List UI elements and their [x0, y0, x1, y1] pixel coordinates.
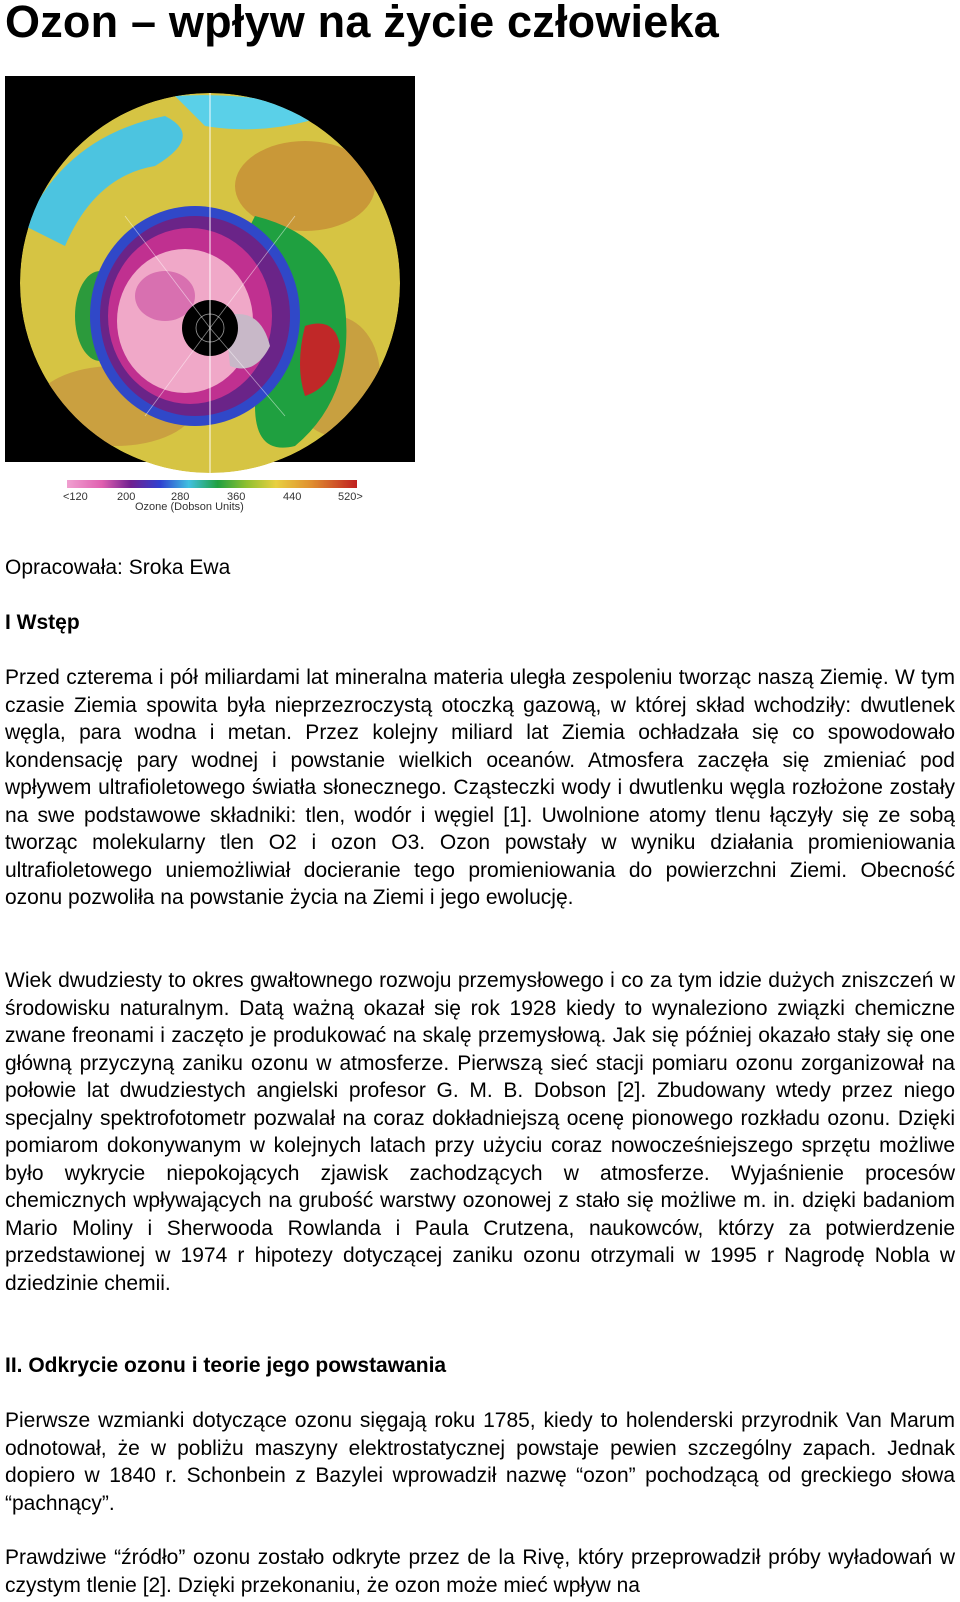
legend-tick-label: <120 [63, 491, 88, 503]
legend-caption: Ozone (Dobson Units) [135, 501, 244, 513]
author-line: Opracowała: Sroka Ewa [5, 556, 231, 579]
paragraph-twentieth-century: Wiek dwudziesty to okres gwałtownego rozwoju przemysłowego i co za tym idzie dużych zniszczeń w środowisku naturalnym. Datą ważną okazał się rok 1928 kiedy to wynaleziono związki chemiczne zwane freonami i zaczęto je produkować na skalę przemysłową. Jak się później okazało stały się one główną przyczyną zaniku ozonu w atmosferze. Pierwszą sieć stacji pomiaru ozonu zorganizował na połowie lat dwudziestych angielski profesor G. M. B. Dobson [2]. Zbudowany wtedy przez niego specjalny spektrofotometr pozwalał na coraz dokładniejszą ocenę pionowego rozkładu ozonu. Dzięki pomiarom dokonywanym w kolejnych latach przy użyciu coraz nowocześniejszego sprzętu możliwe było wykrycie niepokojących zjawisk zachodzących w atmosferze. Wyjaśnienie procesów chemicznych wpływających na grubość warstwy ozonowej z stało się możliwe m. in. dzięki badaniom Mario Moliny i Sherwooda Rowlanda i Paula Crutzena, naukowców, którzy za potwierdzenie przedstawionej w 1974 r hipotezy dotyczącej zaniku ozonu otrzymali w 1995 r Nagrodę Nobla w dziedzinie chemii. [5, 969, 955, 1295]
legend-tick-label: 520> [338, 491, 363, 503]
legend-tick-label: 440 [283, 491, 302, 503]
section-heading-discovery: II. Odkrycie ozonu i teorie jego powstawania [5, 1354, 447, 1377]
page-title: Ozon – wpływ na życie człowieka [5, 0, 719, 47]
paragraph-true-source: Prawdziwe “źródło” ozonu zostało odkryte przez de la Rivę, który przeprowadził próby wyładowań w czystym tlenie [2]. Dzięki przekonaniu, że ozon może mieć wpływ na [5, 1546, 955, 1597]
section-heading-intro: I Wstęp [5, 611, 80, 634]
legend-color-bar [67, 480, 357, 488]
ozone-hole-image [5, 76, 419, 522]
globe [20, 93, 400, 473]
legend-tick-label: 360 [227, 491, 246, 503]
ozone-map-figure [5, 76, 419, 522]
paragraph-first-mentions: Pierwsze wzmianki dotyczące ozonu sięgają roku 1785, kiedy to holenderski przyrodnik Van Marum odnotował, że w pobliżu maszyny elektrostatycznej powstaje pewien szczególny zapach. Jednak dopiero w 1840 r. Schonbein z Bazylei wprowadził nazwę “ozon” pochodzącą od greckiego słowa “pachnący”. [5, 1409, 955, 1515]
paragraph-intro: Przed czterema i pół miliardami lat mineralna materia uległa zespoleniu tworząc naszą Ziemię. W tym czasie Ziemia spowita była nieprzezroczystą otoczką gazową, w której skład wchodziły: dwutlenek węgla, para wodna i metan. Przez kolejny miliard lat Ziemia ochładzała się co spowodowało kondensację pary wodnej i powstanie wielkich oceanów. Atmosfera zaczęła się zmieniać pod wpływem ultrafioletowego światła słonecznego. Cząsteczki wody i dwutlenku węgla rozłożone zostały na swe podstawowe składniki: tlen, wodór i węgiel [1]. Uwolnione atomy tlenu łączyły się ze sobą tworząc molekularny tlen O2 i ozon O3. Ozon powstały w wyniku działania promieniowania ultrafioletowego uniemożliwiał docieranie tego promieniowania do powierzchni Ziemi. Obecność ozonu pozwoliła na powstanie życia na Ziemi i jego ewolucję. [5, 666, 955, 909]
legend-tick-label: 200 [117, 491, 136, 503]
legend-tick-label: 280 [171, 491, 190, 503]
